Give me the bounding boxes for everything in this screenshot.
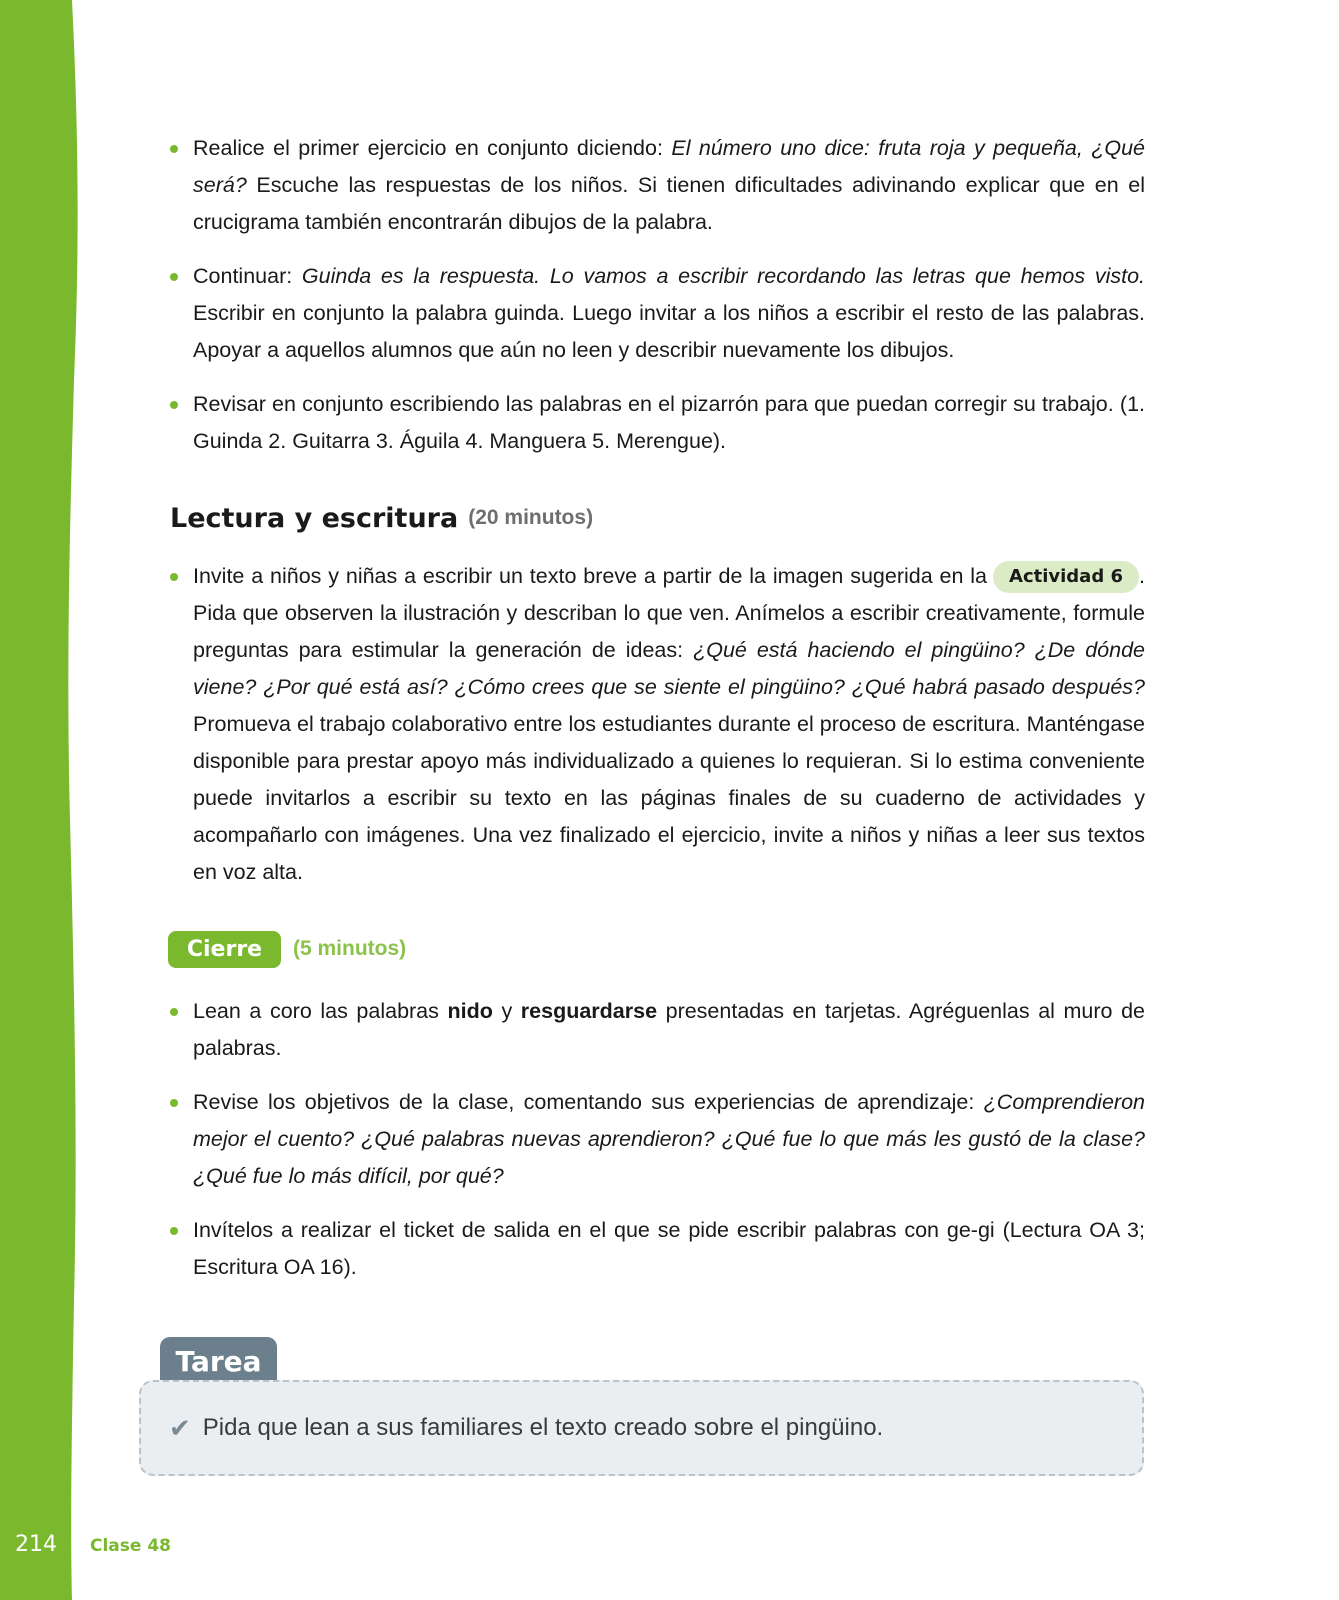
green-sidebar <box>0 0 80 1600</box>
list-item: Revise los objetivos de la clase, comentando sus experiencias de aprendizaje: ¿Comprendieron mejor el cuento? ¿Qué palabras nuevas aprendieron? ¿Qué fue lo que más les gustó de la clase? ¿Qué fue lo más difícil, por qué? <box>170 1084 1145 1195</box>
page-number: 214 <box>15 1532 57 1557</box>
list-item: Continuar: Guinda es la respuesta. Lo vamos a escribir recordando las letras que hemos visto. Escribir en conjunto la palabra guinda. Luego invitar a los niños a escribir el resto de las palabras. Apoyar a aquellos alumnos que aún no leen y describir nuevamente los dibujos. <box>170 258 1145 369</box>
cierre-badge: Cierre <box>168 931 281 968</box>
lectura-heading <box>170 498 1145 538</box>
bullet-dot-icon <box>170 1099 178 1107</box>
activity-badge: Actividad 6 <box>993 561 1139 593</box>
list-item: Lean a coro las palabras nido y resguardarse presentadas en tarjetas. Agréguenlas al muro de palabras. <box>170 993 1145 1067</box>
section-duration: (20 minutos) <box>468 506 594 529</box>
tarea-text: Pida que lean a sus familiares el texto creado sobre el pingüino. <box>202 1414 884 1441</box>
list-item: Realice el primer ejercicio en conjunto diciendo: El número uno dice: fruta roja y pequeña, ¿Qué será? Escuche las respuestas de los niños. Si tienen dificultades adivinando explicar que en el crucigrama también encontrarán dibujos de la palabra. <box>170 130 1145 241</box>
list-item: Revisar en conjunto escribiendo las palabras en el pizarrón para que puedan corregir su trabajo. (1. Guinda 2. Guitarra 3. Águila 4. Manguera 5. Merengue). <box>170 386 1145 460</box>
tarea-tab: Tarea <box>160 1337 277 1385</box>
list-item: Invítelos a realizar el ticket de salida en el que se pide escribir palabras con ge-gi (Lectura OA 3; Escritura OA 16). <box>170 1212 1145 1286</box>
class-label: Clase 48 <box>90 1536 171 1556</box>
bullet-dot-icon <box>170 273 178 281</box>
checkmark-icon: ✔ <box>169 1412 191 1443</box>
section-title: Lectura y escritura <box>170 502 459 534</box>
bullet-dot-icon <box>170 145 178 153</box>
main-content <box>170 130 1145 1303</box>
intro-bullet-list <box>170 130 1145 460</box>
bullet-dot-icon <box>170 401 178 409</box>
cierre-bullet-list <box>170 993 1145 1286</box>
cierre-duration: (5 minutos) <box>293 937 407 960</box>
cierre-heading <box>168 929 1145 969</box>
bullet-dot-icon <box>170 573 178 581</box>
tarea-box <box>139 1380 1144 1476</box>
list-item: Invite a niños y niñas a escribir un texto breve a partir de la imagen sugerida en la Actividad 6 . Pida que observen la ilustración y describan lo que ven. Anímelos a escribir creativamente, formule preguntas para estimular la generación de ideas: ¿Qué está haciendo el pingüino? ¿De dónde viene? ¿Por qué está así? ¿Cómo crees que se siente el pingüino? ¿Qué habrá pasado después? Promueva el trabajo colaborativo entre los estudiantes durante el proceso de escritura. Manténgase disponible para prestar apoyo más individualizado a quienes lo requieran. Si lo estima conveniente puede invitarlos a escribir su texto en las páginas finales de su cuaderno de actividades y acompañarlo con imágenes. Una vez finalizado el ejercicio, invite a niños y niñas a leer sus textos en voz alta. <box>170 558 1145 891</box>
bullet-dot-icon <box>170 1227 178 1235</box>
lectura-bullet-list <box>170 558 1145 891</box>
bullet-dot-icon <box>170 1008 178 1016</box>
